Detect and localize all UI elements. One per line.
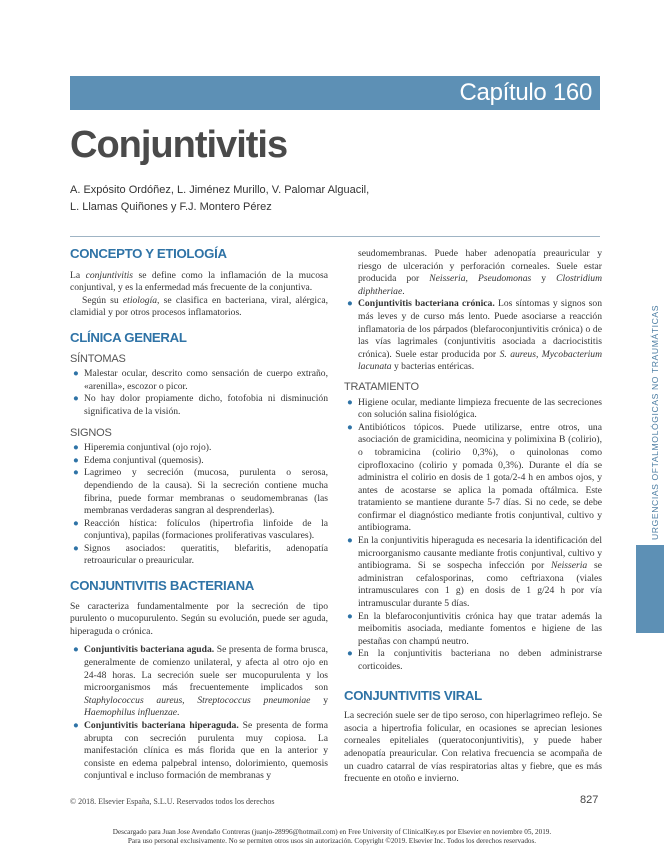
text: y	[310, 694, 328, 706]
list-item	[70, 442, 328, 455]
heading-viral: CONJUNTIVITIS VIRAL	[344, 687, 482, 703]
left-column	[70, 248, 328, 783]
text: En la blefaroconjuntivitis crónica hay que tratar además la meibomitis asociada, mediante fomentos e higiene de las pestañas con champú neutro.	[358, 610, 602, 647]
text: Se presenta de forma abrupta con secreción purulenta muy copiosa. La manifestación clínica es más florida que en la anterior y consiste en edema palpebral intenso, dolorimiento, quemosis conjuntival e incluso formación de membranas y	[84, 720, 328, 782]
list-item	[344, 422, 602, 535]
bullet-icon: ●	[73, 368, 79, 380]
text: Malestar ocular, descrito como sensación de cuerpo extraño, «arenilla», escozor o picor.	[84, 368, 328, 392]
heading-concepto: CONCEPTO Y ETIOLOGÍA	[70, 246, 227, 261]
text: se administran cefalosporinas, como ceftriaxona (viales intramusculares con 1 g) en dosis de 1 g/24 h por vía intramuscular durante 5 días.	[358, 560, 602, 610]
list-item	[70, 644, 328, 720]
text: se define como la inflamación de la mucosa conjuntival, y es la enfermedad más frecuente de la conjuntiva.	[70, 269, 328, 294]
text: Hiperemia conjuntival (ojo rojo).	[84, 442, 212, 454]
side-tab	[636, 545, 664, 633]
list-item	[70, 368, 328, 393]
organism: Clostridium diphtheriae	[358, 273, 603, 297]
download-note-line-2: Para uso personal exclusivamente. No se permiten otros usos sin autorización. Copyright ©2019. Elsevier Inc. Todos los derechos reservados.	[127, 837, 537, 845]
authors	[70, 182, 370, 216]
subheading-signos: SIGNOS	[70, 426, 112, 439]
text: No hay dolor propiamente dicho, fotofobia ni disminución significativa de la visión.	[84, 393, 328, 417]
viral-paragraph: La secreción suele ser de tipo seroso, con hiperlagrimeo reflejo. Se asocia a hipertrofia folicular, en ocasiones se aprecian lesiones corneales epiteliales (queratoconjuntivitis), y puede haber adenopatía preauricular. Con relativa frecuencia se acompaña de un cuadro catarral de vías respiratorias altas y fiebre, que es más frecuente en otoño e invierno.	[344, 710, 602, 785]
tratamiento-list	[344, 397, 602, 674]
bullet-icon: ●	[347, 298, 353, 310]
list-item	[70, 518, 328, 543]
list-item	[344, 298, 602, 374]
copyright-footer: © 2018. Elsevier España, S.L.U. Reservados todos los derechos	[70, 797, 275, 806]
text: En la conjuntivitis bacteriana no deben administrarse corticoides.	[358, 648, 602, 672]
text: y bacterias entéricas.	[391, 361, 475, 373]
heading-clinica: CLÍNICA GENERAL	[70, 329, 187, 345]
bullet-icon: ●	[73, 720, 79, 731]
list-item	[344, 611, 602, 649]
download-note-line-1: Descargado para Juan Jose Avendaño Contreras (juanjo-28996@hotmail.com) en Free University of ClinicalKey.es por Elsevier en noviembre 05, 2019.	[112, 828, 552, 836]
bullet-icon: ●	[347, 648, 353, 660]
text: Reacción hística: folículos (hipertrofia linfoide de la conjuntiva), papilas (formaciones proliferativas vasculares).	[84, 517, 328, 542]
organism: Haemophilus influenzae	[84, 707, 177, 719]
list-item	[344, 397, 602, 422]
term: Conjuntivitis bacteriana crónica.	[358, 298, 495, 310]
list-item	[344, 535, 602, 611]
page-number: 827	[580, 794, 599, 806]
organism: Staphylococcus aureus, Streptococcus pneumoniae	[84, 694, 311, 706]
list-item	[70, 467, 328, 517]
title-divider	[70, 236, 600, 237]
text: Edema conjuntival (quemosis).	[84, 454, 204, 466]
heading-bacteriana: CONJUNTIVITIS BACTERIANA	[70, 578, 255, 594]
list-item	[70, 393, 328, 418]
list-item	[344, 648, 602, 673]
text: Los síntomas y signos son más leves y de curso más lento. Puede asociarse a reacción inflamatoria de los párpados (blefaroconjuntivitis crónica) o de las vías lagrimales (conjuntivitis asociada a dacriocistitis crónica). Suele estar producida por	[358, 298, 602, 360]
text: La	[70, 269, 86, 281]
text: seudomembranas. Puede haber adenopatía preauricular y riesgo de ulceración y perforación corneales. Suele estar producida por	[358, 248, 602, 285]
term: Conjuntivitis bacteriana aguda.	[84, 644, 215, 656]
text: , se clasifica en bacteriana, viral, alérgica, clamidial y por otros procesos inflamatorios.	[70, 294, 328, 319]
text: Signos asociados: queratitis, blefaritis, adenopatía retroauricular o preauricular.	[84, 542, 328, 567]
text: Según su	[82, 294, 123, 306]
organism: Neisseria	[550, 560, 588, 572]
subheading-tratamiento: TRATAMIENTO	[344, 380, 419, 393]
authors-line-2: L. Llamas Quiñones y F.J. Montero Pérez	[70, 201, 272, 213]
bacteriana-list-cont	[344, 298, 602, 374]
text: Higiene ocular, mediante limpieza frecuente de las secreciones con solución salina fisiológica.	[358, 396, 602, 421]
text: .	[177, 707, 180, 719]
organism: S. aureus, Mycobacterium lacunata	[358, 348, 603, 373]
text: y	[531, 273, 557, 285]
bullet-icon: ●	[347, 421, 353, 433]
bullet-icon: ●	[347, 610, 353, 622]
page-title: Conjuntivitis	[70, 124, 288, 166]
list-item	[70, 543, 328, 568]
signos-list	[70, 442, 328, 568]
section-side-label: URGENCIAS OFTALMOLÓGICAS NO TRAUMÁTICAS	[650, 304, 660, 540]
bullet-icon: ●	[347, 535, 353, 547]
emphasis: conjuntivitis	[85, 269, 134, 281]
sintomas-list	[70, 368, 328, 418]
subheading-sintomas: SÍNTOMAS	[70, 352, 126, 365]
text: En la conjuntivitis hiperaguda es necesaria la identificación del microorganismo causante mediante frotis conjuntival, cultivo y antibiograma. Si se sospecha infección por	[358, 535, 602, 572]
concepto-paragraph-2	[70, 295, 328, 320]
download-note	[0, 828, 664, 846]
emphasis: etiología	[122, 294, 158, 306]
list-item	[70, 455, 328, 468]
bacteriana-hiper-continuation	[344, 248, 602, 298]
bullet-icon: ●	[73, 454, 79, 466]
bullet-icon: ●	[73, 644, 79, 656]
bacteriana-list	[70, 644, 328, 783]
bullet-icon: ●	[73, 467, 79, 479]
authors-line-1: A. Expósito Ordóñez, L. Jiménez Murillo, V. Palomar Alguacil,	[70, 184, 370, 196]
bullet-icon: ●	[73, 393, 79, 405]
bacteriana-intro: Se caracteriza fundamentalmente por la secreción de tipo purulento o mucopurulento. Según su evolución, puede ser aguda, hiperaguda o crónica.	[70, 600, 328, 637]
text: .	[402, 285, 405, 297]
bullet-icon: ●	[347, 396, 353, 408]
bullet-icon: ●	[73, 517, 79, 529]
concepto-paragraph-1	[70, 270, 328, 295]
term: Conjuntivitis bacteriana hiperaguda.	[84, 720, 239, 731]
chapter-label: Capítulo 160	[459, 79, 592, 106]
right-column	[344, 248, 602, 786]
list-item	[70, 720, 328, 783]
bullet-icon: ●	[73, 442, 79, 454]
bullet-icon: ●	[73, 542, 79, 554]
organism: Neisseria, Pseudomonas	[429, 273, 532, 285]
chapter-banner	[70, 76, 600, 110]
text: Antibióticos tópicos. Puede utilizarse, entre otros, una asociación de gramicidina, neomicina y polimixina B (colirio), o tobramicina (colirio 0,3%), o quinolonas como ciprofloxacino (colirio y pomada 0,3%). Durante el día se administra el colirio en dosis de 1 gota/2-4 h en ambos ojos, y antes de acostarse se aplica la pomada oftálmica. Este tratamiento se mantiene durante 5-7 días. Si no cede, se debe confirmar el diagnóstico mediante frotis conjuntival, cultivo y antibiograma.	[358, 421, 602, 534]
text: Se presenta de forma brusca, generalmente de comienzo unilateral, y afecta al otro ojo en 24-48 horas. La secreción suele ser mucopurulenta y los microorganismos más frecuentemente implicados son	[84, 644, 328, 694]
text: Lagrimeo y secreción (mucosa, purulenta o serosa, dependiendo de la causa). Si la secreción contiene mucha fibrina, puede formar membranas o seudomembranas (las membranas verdaderas sangran al desprenderlas).	[84, 467, 328, 517]
